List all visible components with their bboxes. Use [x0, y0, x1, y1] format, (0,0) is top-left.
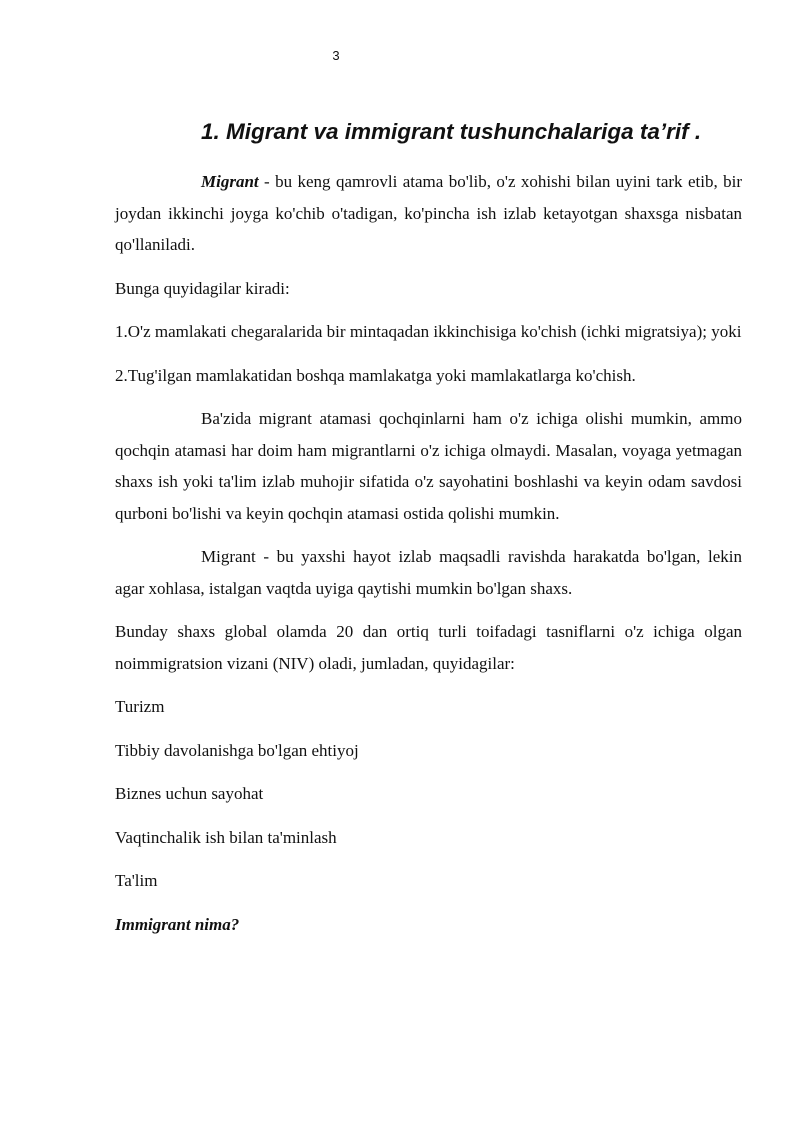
paragraph-niv: Bunday shaxs global olamda 20 dan ortiq turli toifadagi tasniflarni o'z ichiga olgan noimmigratsion vizani (NIV) oladi, jumladan, quyidagilar:	[115, 622, 742, 673]
list-item: Vaqtinchalik ish bilan ta'minlash	[115, 827, 337, 847]
paragraph-refugee-note: Ba'zida migrant atamasi qochqinlarni ham o'z ichiga olishi mumkin, ammo qochqin atamasi har doim ham migrantlarni o'z ichiga olmaydi. Masalan, voyaga yetmagan shaxs ish yoki ta'lim izlab muhojir sifatida o'z sayohatini boshlashi va keyin odam savdosi qurboni bo'lishi va keyin qochqin atamasi ostida qolishi mumkin.	[115, 409, 742, 523]
page-number: 3	[332, 48, 340, 63]
section-heading: 1. Migrant va immigrant tushunchalariga ta’rif .	[201, 119, 702, 144]
definition-text: - bu keng qamrovli atama bo'lib, o'z xohishi bilan uyini tark etib, bir joydan ikkinchi joyga ko'chib o'tadigan, ko'pincha ish izlab ketayotgan shaxsga nisbatan qo'llaniladi.	[115, 172, 742, 254]
paragraph-migrant-purpose: Migrant - bu yaxshi hayot izlab maqsadli ravishda harakatda bo'lgan, lekin agar xohlasa, istalgan vaqtda uyiga qaytishi mumkin bo'lgan shaxs.	[115, 547, 742, 598]
list-item: Biznes uchun sayohat	[115, 784, 264, 803]
list-item: Ta'lim	[115, 871, 158, 890]
list-item: Tibbiy davolanishga bo'lgan ehtiyoj	[115, 740, 359, 760]
document-body	[115, 112, 742, 940]
paragraph-includes: Bunga quyidagilar kiradi:	[115, 278, 290, 298]
list-item: Turizm	[115, 697, 165, 716]
subheading-immigrant: Immigrant nima?	[115, 914, 240, 934]
paragraph-item-2: 2.Tug'ilgan mamlakatidan boshqa mamlakatga yoki mamlakatlarga ko'chish.	[115, 365, 636, 385]
paragraph-migrant-definition	[115, 166, 742, 261]
paragraph-item-1: 1.O'z mamlakati chegaralarida bir mintaqadan ikkinchisiga ko'chish (ichki migratsiya); yoki	[115, 322, 742, 341]
term-migrant: Migrant	[201, 172, 259, 191]
